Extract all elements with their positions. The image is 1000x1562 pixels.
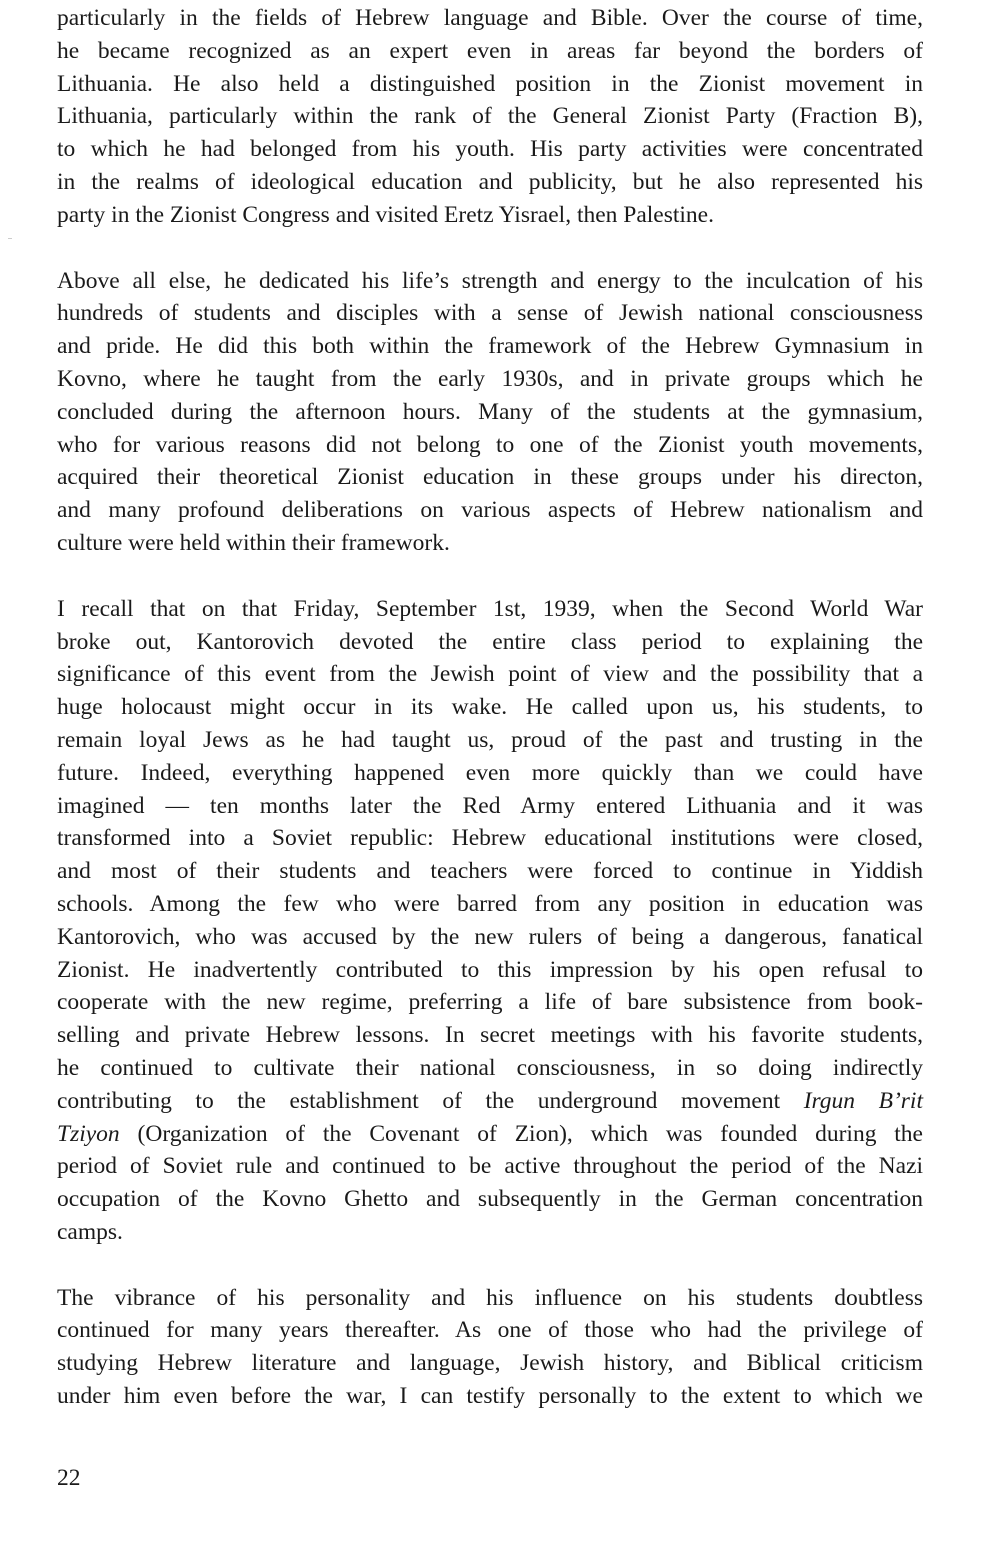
italic-term: Irgun B’rit [803, 1087, 923, 1114]
text-line: and many profound deliberations on various aspects of Hebrew nationalism and [57, 497, 923, 524]
text-line: schools. Among the few who were barred from any position in education was [57, 890, 923, 917]
text-line: Kovno, where he taught from the early 1930s, and in private groups which he [57, 365, 923, 392]
text-line: he continued to cultivate their national consciousness, in so doing indirectly [57, 1054, 923, 1081]
text-segment: (Organization of the Covenant of Zion), which was founded during the [119, 1120, 923, 1147]
paragraph-4 [57, 1282, 923, 1413]
text-line: camps. [57, 1218, 123, 1245]
paragraph-2 [57, 265, 923, 560]
text-line: cooperate with the new regime, preferring a life of bare subsistence from book- [57, 989, 923, 1016]
text-line: Above all else, he dedicated his life’s strength and energy to the inculcation of his [57, 267, 923, 294]
text-line: particularly in the fields of Hebrew language and Bible. Over the course of time, [57, 5, 923, 31]
text-line: under him even before the war, I can testify personally to the extent to which we [57, 1383, 923, 1410]
text-line: continued for many years thereafter. As one of those who had the privilege of [57, 1317, 923, 1344]
text-line: acquired their theoretical Zionist education in these groups under his directon, [57, 464, 923, 491]
text-segment: contributing to the establishment of the underground movement [57, 1087, 804, 1114]
text-line: he became recognized as an expert even in areas far beyond the borders of [57, 37, 923, 64]
page-number: 22 [57, 1465, 81, 1491]
text-line: Lithuania. He also held a distinguished position in the Zionist movement in [57, 70, 923, 97]
text-line: remain loyal Jews as he had taught us, proud of the past and trusting in the [57, 726, 923, 753]
text-line: period of Soviet rule and continued to be active throughout the period of the Nazi [57, 1153, 923, 1180]
text-line: Kantorovich, who was accused by the new rulers of being a dangerous, fanatical [57, 923, 923, 950]
text-line: and most of their students and teachers were forced to continue in Yiddish [57, 858, 923, 885]
text-line: occupation of the Kovno Ghetto and subsequently in the German concentration [57, 1186, 923, 1213]
text-line: hundreds of students and disciples with a sense of Jewish national consciousness [57, 300, 923, 327]
text-line: to which he had belonged from his youth. His party activities were concentrated [57, 136, 923, 163]
text-line-mixed [57, 1118, 923, 1151]
text-line: significance of this event from the Jewish point of view and the possibility that a [57, 661, 923, 688]
text-line: who for various reasons did not belong to one of the Zionist youth movements, [57, 431, 923, 458]
text-line: future. Indeed, everything happened even more quickly than we could have [57, 759, 923, 786]
text-line: and pride. He did this both within the framework of the Hebrew Gymnasium in [57, 333, 923, 360]
body-text [57, 2, 923, 1413]
italic-term: Tziyon [57, 1120, 120, 1147]
text-line: The vibrance of his personality and his influence on his students doubtless [57, 1284, 923, 1311]
text-line: Lithuania, particularly within the rank of the General Zionist Party (Fraction B), [57, 103, 923, 130]
text-line: selling and private Hebrew lessons. In secret meetings with his favorite students, [57, 1022, 923, 1049]
scan-margin-mark [8, 238, 12, 239]
text-line: huge holocaust might occur in its wake. He called upon us, his students, to [57, 694, 923, 721]
text-line: party in the Zionist Congress and visited Eretz Yisrael, then Palestine. [57, 201, 714, 228]
text-line: I recall that on that Friday, September 1st, 1939, when the Second World War [57, 595, 923, 622]
text-line: in the realms of ideological education and publicity, but he also represented his [57, 168, 923, 195]
text-line-mixed [57, 1085, 923, 1118]
paragraph-1 [57, 2, 923, 232]
text-line: concluded during the afternoon hours. Many of the students at the gymnasium, [57, 398, 923, 425]
paragraph-3 [57, 593, 923, 1249]
text-line: transformed into a Soviet republic: Hebrew educational institutions were closed, [57, 825, 923, 852]
text-line: broke out, Kantorovich devoted the entire class period to explaining the [57, 628, 923, 655]
text-line: studying Hebrew literature and language, Jewish history, and Biblical criticism [57, 1350, 923, 1377]
text-line: Zionist. He inadvertently contributed to this impression by his open refusal to [57, 956, 923, 983]
text-line: culture were held within their framework. [57, 529, 450, 556]
text-line: imagined — ten months later the Red Army entered Lithuania and it was [57, 792, 923, 819]
